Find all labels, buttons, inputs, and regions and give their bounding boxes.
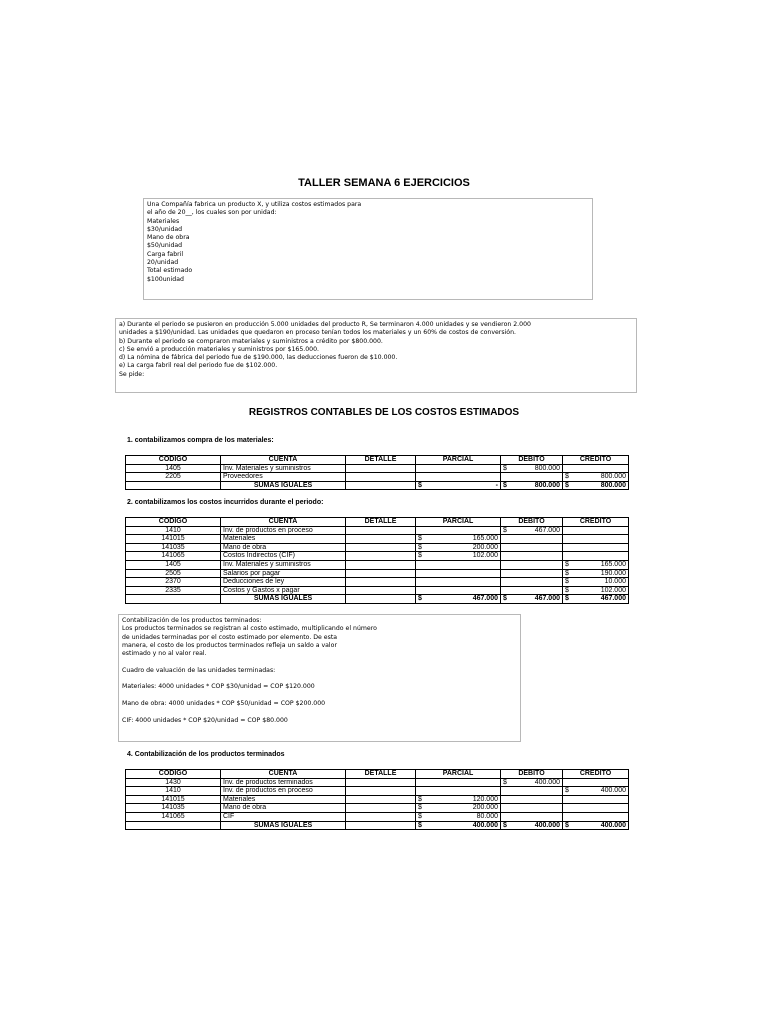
debito-cell — [501, 552, 563, 561]
credito-total — [563, 821, 629, 830]
credito-cell — [563, 795, 629, 804]
codigo-cell: 141065 — [126, 812, 221, 821]
debito-total — [501, 481, 563, 490]
section4-title: 4. Contabilización de los productos terminados — [127, 751, 285, 758]
table-row — [126, 586, 629, 595]
cuenta-cell: Costos Indirectos (CIF) — [221, 552, 346, 561]
text-line — [122, 675, 517, 683]
text-line: CIF: 4000 unidades * COP $20/unidad = COP $80.000 — [122, 716, 288, 724]
parcial-cell — [416, 812, 501, 821]
amount: 200.000 — [472, 543, 498, 551]
table-header-row — [126, 770, 629, 779]
text-line: Mano de obra — [147, 234, 190, 242]
parcial-cell — [416, 569, 501, 578]
column-header: DÉBITO — [501, 518, 563, 527]
ledger-table-2 — [125, 517, 629, 604]
column-header: PARCIAL — [416, 518, 501, 527]
ledger-table-1 — [125, 455, 629, 490]
text-line: Carga fabril — [147, 250, 184, 258]
debito-cell — [501, 526, 563, 535]
parcial-cell — [416, 586, 501, 595]
cuenta-cell: Inv. Materiales y suministros — [221, 464, 346, 473]
text-line: de unidades terminadas por el costo estimado por elemento. De esta — [122, 633, 338, 641]
codigo-cell: 1405 — [126, 560, 221, 569]
codigo-cell: 141015 — [126, 535, 221, 544]
debito-cell — [501, 578, 563, 587]
currency-symbol: $ — [418, 535, 422, 543]
parcial-cell — [416, 804, 501, 813]
detalle-cell — [346, 543, 416, 552]
cuenta-cell: Materiales — [221, 795, 346, 804]
cuenta-cell: CIF — [221, 812, 346, 821]
table-row — [126, 795, 629, 804]
table-row — [126, 552, 629, 561]
debito-cell — [501, 586, 563, 595]
table-row — [126, 473, 629, 482]
debito-cell — [501, 535, 563, 544]
debito-cell — [501, 787, 563, 796]
parcial-cell — [416, 526, 501, 535]
column-header: CODIGO — [126, 456, 221, 465]
amount: 165.000 — [600, 560, 626, 568]
cuenta-cell: Mano de obra — [221, 543, 346, 552]
sumas-label: SUMAS IGUALES — [221, 821, 346, 830]
credito-cell — [563, 586, 629, 595]
currency-symbol: $ — [418, 795, 422, 803]
column-header: PARCIAL — [416, 770, 501, 779]
currency-symbol: $ — [565, 578, 569, 586]
parcial-cell — [416, 795, 501, 804]
text-line: Mano de obra: 4000 unidades * COP $50/unidad = COP $200.000 — [122, 699, 326, 707]
debito-cell — [501, 464, 563, 473]
ledger-table-4 — [125, 769, 629, 830]
amount: 165.000 — [472, 535, 498, 543]
cuenta-cell: Inv. Materiales y suministros — [221, 560, 346, 569]
credito-cell — [563, 578, 629, 587]
section1-title: 1. contabilizamos compra de los materiales: — [127, 437, 274, 444]
currency-symbol: $ — [565, 481, 569, 489]
cuenta-cell: Inv. de productos en proceso — [221, 526, 346, 535]
parcial-total — [416, 595, 501, 604]
text-line: unidades a $190/unidad. Las unidades que quedaron en proceso tenían todos los materiales y un 60% de costos de conversión. — [119, 329, 516, 337]
table-row — [126, 543, 629, 552]
table-row — [126, 569, 629, 578]
codigo-cell: 1410 — [126, 526, 221, 535]
currency-symbol: $ — [503, 595, 507, 603]
text-line: Total estimado — [147, 267, 193, 275]
parcial-cell — [416, 778, 501, 787]
intro-text — [147, 201, 589, 284]
currency-symbol: $ — [418, 821, 422, 829]
text-line: $100unidad — [147, 275, 184, 283]
cuenta-cell: Mano de obra — [221, 804, 346, 813]
intro-box — [143, 198, 593, 300]
currency-symbol: $ — [503, 526, 507, 534]
detalle-cell — [346, 560, 416, 569]
amount: 102.000 — [600, 586, 626, 594]
currency-symbol: $ — [503, 481, 507, 489]
table-row — [126, 464, 629, 473]
detalle-cell — [346, 464, 416, 473]
problem-text — [119, 321, 633, 379]
text-line — [122, 708, 517, 716]
codigo-cell: 141065 — [126, 552, 221, 561]
credito-total — [563, 595, 629, 604]
codigo-cell: 2205 — [126, 473, 221, 482]
detalle-cell — [346, 595, 416, 604]
table-row — [126, 812, 629, 821]
currency-symbol: $ — [565, 560, 569, 568]
amount: 800.000 — [534, 464, 560, 472]
debito-total — [501, 821, 563, 830]
page-title: TALLER SEMANA 6 EJERCICIOS — [298, 177, 470, 189]
codigo-cell: 1410 — [126, 787, 221, 796]
parcial-cell — [416, 464, 501, 473]
text-line: Se pide: — [119, 370, 145, 378]
debito-total — [501, 595, 563, 604]
credito-cell — [563, 560, 629, 569]
amount: 102.000 — [472, 552, 498, 560]
text-line: manera, el costo de los productos terminados refleja un saldo a valor — [122, 641, 337, 649]
debito-cell — [501, 569, 563, 578]
detalle-cell — [346, 569, 416, 578]
text-line: a) Durante el periodo se pusieron en producción 5.000 unidades del producto R, Se terminaron 4.000 unidades y se vendieron 2.000 — [119, 321, 531, 328]
currency-symbol: $ — [565, 586, 569, 594]
cuenta-cell: Materiales — [221, 535, 346, 544]
credito-cell — [563, 464, 629, 473]
text-line: Materiales: 4000 unidades * COP $30/unidad = COP $120.000 — [122, 683, 315, 691]
cuenta-cell: Proveedores — [221, 473, 346, 482]
credito-cell — [563, 787, 629, 796]
cuenta-cell: Inv. de productos terminados — [221, 778, 346, 787]
table-row — [126, 578, 629, 587]
table-header-row — [126, 518, 629, 527]
amount: 400.000 — [600, 821, 626, 829]
codigo-cell: 2505 — [126, 569, 221, 578]
debito-cell — [501, 812, 563, 821]
currency-symbol: $ — [418, 552, 422, 560]
amount: 400.000 — [472, 821, 498, 829]
text-line: $30/unidad — [147, 225, 183, 233]
detalle-cell — [346, 795, 416, 804]
text-line: d) La nómina de fábrica del periodo fue de $190.000, las deducciones fueron de $10.000. — [119, 354, 398, 362]
sumas-label: SUMAS IGUALES — [221, 595, 346, 604]
amount: 120.000 — [472, 795, 498, 803]
credito-cell — [563, 526, 629, 535]
parcial-total — [416, 821, 501, 830]
table-header-row — [126, 456, 629, 465]
column-header: CUENTA — [221, 770, 346, 779]
credito-cell — [563, 812, 629, 821]
currency-symbol: $ — [565, 787, 569, 795]
detalle-cell — [346, 586, 416, 595]
parcial-cell — [416, 787, 501, 796]
column-header: CODIGO — [126, 770, 221, 779]
codigo-cell: 141035 — [126, 804, 221, 813]
text-line: Cuadro de valuación de las unidades terminadas: — [122, 666, 276, 674]
note-text — [122, 617, 517, 725]
table-row — [126, 535, 629, 544]
currency-symbol: $ — [418, 812, 422, 820]
amount: 400.000 — [534, 778, 560, 786]
text-line: Una Compañía fabrica un producto X, y utiliza costos estimados para — [147, 201, 362, 208]
column-header: DETALLE — [346, 770, 416, 779]
registros-title: REGISTROS CONTABLES DE LOS COSTOS ESTIMADOS — [248, 407, 520, 418]
text-line: b) Durante el periodo se compraron materiales y suministros a crédito por $800.000. — [119, 337, 383, 345]
currency-symbol: $ — [565, 569, 569, 577]
detalle-cell — [346, 821, 416, 830]
detalle-cell — [346, 804, 416, 813]
column-header: CRÉDITO — [563, 456, 629, 465]
column-header: CODIGO — [126, 518, 221, 527]
column-header: PARCIAL — [416, 456, 501, 465]
detalle-cell — [346, 535, 416, 544]
debito-cell — [501, 473, 563, 482]
column-header: CUENTA — [221, 518, 346, 527]
debito-cell — [501, 543, 563, 552]
amount: 190.000 — [600, 569, 626, 577]
amount: - — [495, 481, 498, 489]
currency-symbol: $ — [565, 473, 569, 481]
credito-cell — [563, 473, 629, 482]
codigo-cell: 2335 — [126, 586, 221, 595]
parcial-cell — [416, 578, 501, 587]
text-line: 20/unidad — [147, 259, 179, 267]
credito-total — [563, 481, 629, 490]
amount: 400.000 — [534, 821, 560, 829]
detalle-cell — [346, 778, 416, 787]
note-box — [118, 614, 521, 742]
currency-symbol: $ — [503, 821, 507, 829]
text-line: $50/unidad — [147, 242, 183, 250]
credito-cell — [563, 569, 629, 578]
debito-cell — [501, 804, 563, 813]
currency-symbol: $ — [565, 821, 569, 829]
text-line: el año de 20__, los cuales son por unidad: — [147, 209, 277, 217]
amount: 467.000 — [472, 595, 498, 603]
parcial-cell — [416, 473, 501, 482]
amount: 467.000 — [600, 595, 626, 603]
table-row — [126, 787, 629, 796]
text-line: c) Se envió a producción materiales y suministros por $165.000. — [119, 345, 320, 353]
amount: 800.000 — [534, 481, 560, 489]
codigo-cell — [126, 595, 221, 604]
column-header: DÉBITO — [501, 456, 563, 465]
credito-cell — [563, 535, 629, 544]
codigo-cell: 141035 — [126, 543, 221, 552]
credito-cell — [563, 804, 629, 813]
parcial-cell — [416, 560, 501, 569]
detalle-cell — [346, 473, 416, 482]
currency-symbol: $ — [418, 804, 422, 812]
currency-symbol: $ — [418, 595, 422, 603]
debito-cell — [501, 795, 563, 804]
amount: 80.000 — [476, 812, 498, 820]
sumas-iguales-row — [126, 481, 629, 490]
detalle-cell — [346, 812, 416, 821]
codigo-cell: 2370 — [126, 578, 221, 587]
cuenta-cell: Costos y Gastos x pagar — [221, 586, 346, 595]
amount: 200.000 — [472, 804, 498, 812]
amount: 467.000 — [534, 595, 560, 603]
codigo-cell — [126, 481, 221, 490]
detalle-cell — [346, 578, 416, 587]
text-line: estimado y no al valor real. — [122, 650, 207, 658]
currency-symbol: $ — [418, 543, 422, 551]
amount: 10.000 — [604, 578, 626, 586]
codigo-cell: 1405 — [126, 464, 221, 473]
sumas-iguales-row — [126, 821, 629, 830]
credito-cell — [563, 543, 629, 552]
currency-symbol: $ — [503, 778, 507, 786]
cuenta-cell: Deducciones de ley — [221, 578, 346, 587]
parcial-total — [416, 481, 501, 490]
column-header: CRÉDITO — [563, 770, 629, 779]
column-header: DETALLE — [346, 456, 416, 465]
detalle-cell — [346, 526, 416, 535]
currency-symbol: $ — [565, 595, 569, 603]
text-line: e) La carga fabril real del periodo fue de $102.000. — [119, 362, 278, 370]
detalle-cell — [346, 481, 416, 490]
codigo-cell: 141015 — [126, 795, 221, 804]
currency-symbol: $ — [418, 481, 422, 489]
codigo-cell — [126, 821, 221, 830]
table-row — [126, 560, 629, 569]
parcial-cell — [416, 543, 501, 552]
parcial-cell — [416, 552, 501, 561]
column-header: CRÉDITO — [563, 518, 629, 527]
text-line: Contabilización de los productos terminados: — [122, 617, 262, 624]
cuenta-cell: Inv. de productos en proceso — [221, 787, 346, 796]
amount: 467.000 — [534, 526, 560, 534]
credito-cell — [563, 778, 629, 787]
debito-cell — [501, 778, 563, 787]
column-header: CUENTA — [221, 456, 346, 465]
text-line — [122, 658, 517, 666]
sumas-iguales-row — [126, 595, 629, 604]
table-row — [126, 778, 629, 787]
parcial-cell — [416, 535, 501, 544]
text-line: Los productos terminados se registran al costo estimado, multiplicando el número — [122, 625, 377, 633]
currency-symbol: $ — [503, 464, 507, 472]
credito-cell — [563, 552, 629, 561]
cuenta-cell: Salarios por pagar — [221, 569, 346, 578]
codigo-cell: 1430 — [126, 778, 221, 787]
column-header: DETALLE — [346, 518, 416, 527]
amount: 400.000 — [600, 787, 626, 795]
detalle-cell — [346, 787, 416, 796]
table-row — [126, 526, 629, 535]
sumas-label: SUMAS IGUALES — [221, 481, 346, 490]
section2-title: 2. contabilizamos los costos incurridos durante el periodo: — [127, 499, 324, 506]
problem-box — [115, 318, 637, 393]
table-row — [126, 804, 629, 813]
text-line: Materiales — [147, 217, 180, 225]
debito-cell — [501, 560, 563, 569]
amount: 800.000 — [600, 473, 626, 481]
detalle-cell — [346, 552, 416, 561]
column-header: DÉBITO — [501, 770, 563, 779]
amount: 800.000 — [600, 481, 626, 489]
text-line — [122, 692, 517, 700]
